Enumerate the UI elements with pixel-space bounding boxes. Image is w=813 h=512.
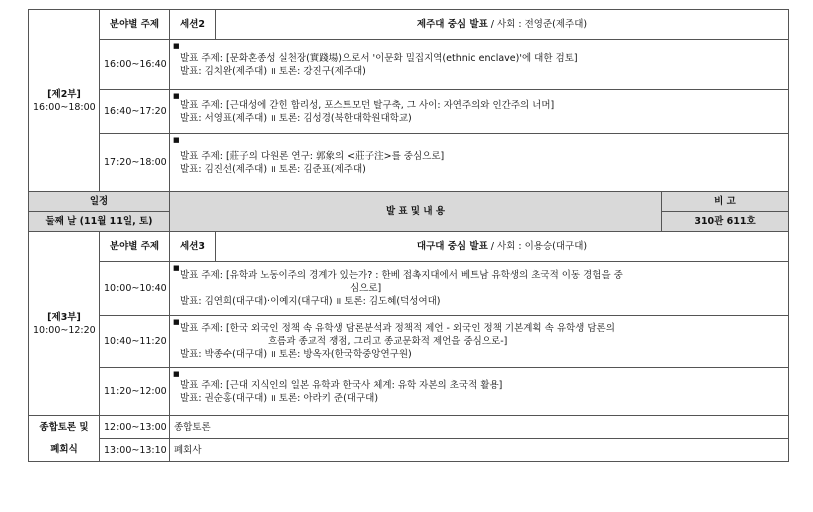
contents-header: 발 표 및 내 용 (170, 192, 662, 232)
talk-time: 16:00~16:40 (100, 40, 170, 90)
part2-label: [제2부] 16:00~18:00 (29, 10, 100, 192)
closing-time: 12:00~13:00 (100, 416, 170, 439)
closing-label: 종합토론 및 폐회식 (29, 416, 100, 462)
talk-time: 10:00~10:40 (100, 262, 170, 316)
room-label: 310관 611호 (662, 212, 789, 232)
schedule-header: 일정 (29, 192, 170, 212)
session-label: 세션2 (170, 10, 216, 40)
day-date: 둘째 날 (11월 11일, 토) (29, 212, 170, 232)
talk-info: ■ 발표 주제: [근대 지식인의 일본 유학과 한국사 체계: 유학 자본의 초국적 활용] 발표: 권순홍(대구대) ॥ 토론: 아라키 준(대구대) (170, 368, 789, 416)
talk-time: 17:20~18:00 (100, 134, 170, 192)
part3-label: [제3부] 10:00~12:20 (29, 232, 100, 416)
talk-time: 11:20~12:00 (100, 368, 170, 416)
talk-info: ■ 발표 주제: [문화혼종성 실천장(實踐場)으로서 '이문화 밀집지역(ethnic enclave)'에 대한 검토] 발표: 김치완(제주대) ॥ 토론: 강진구(제주대) (170, 40, 789, 90)
session-title: 제주대 중심 발표 / 사회 : 전영준(제주대) (216, 10, 789, 40)
closing-item: 폐회사 (170, 439, 789, 462)
field-header: 분야별 주제 (100, 232, 170, 262)
talk-info: ■ 발표 주제: [莊子의 다원론 연구: 郭象의 <莊子注>를 중심으로] 발표: 김진선(제주대) ॥ 토론: 김준표(제주대) (170, 134, 789, 192)
schedule-table (28, 9, 789, 462)
talk-time: 10:40~11:20 (100, 316, 170, 368)
field-header: 분야별 주제 (100, 10, 170, 40)
session-title: 대구대 중심 발표 / 사회 : 이용승(대구대) (216, 232, 789, 262)
talk-info: ■ 발표 주제: [유학과 노동이주의 경계가 있는가? : 한베 접촉지대에서 베트남 유학생의 초국적 이동 경험을 중 심으로] 발표: 김연희(대구대)·이예지(대구대) ॥ 토론: 김도혜(덕성여대) (170, 262, 789, 316)
session-label: 세션3 (170, 232, 216, 262)
talk-time: 16:40~17:20 (100, 90, 170, 134)
talk-info: ■ 발표 주제: [근대성에 갇힌 합리성, 포스트모던 탈구축, 그 사이: 자연주의와 인간주의 너머] 발표: 서영표(제주대) ॥ 토론: 김성경(북한대학원대학교) (170, 90, 789, 134)
closing-time: 13:00~13:10 (100, 439, 170, 462)
remark-header: 비 고 (662, 192, 789, 212)
talk-info: ■ 발표 주제: [한국 외국인 정책 속 유학생 담론분석과 정책적 제언 - 외국인 정책 기본계획 속 유학생 담론의 흐름과 종교적 쟁점, 그리고 종교문화적 제언을 중심으로-] 발표: 박종수(대구대) ॥ 토론: 방옥자(한국학중앙연구원) (170, 316, 789, 368)
closing-item: 종합토론 (170, 416, 789, 439)
